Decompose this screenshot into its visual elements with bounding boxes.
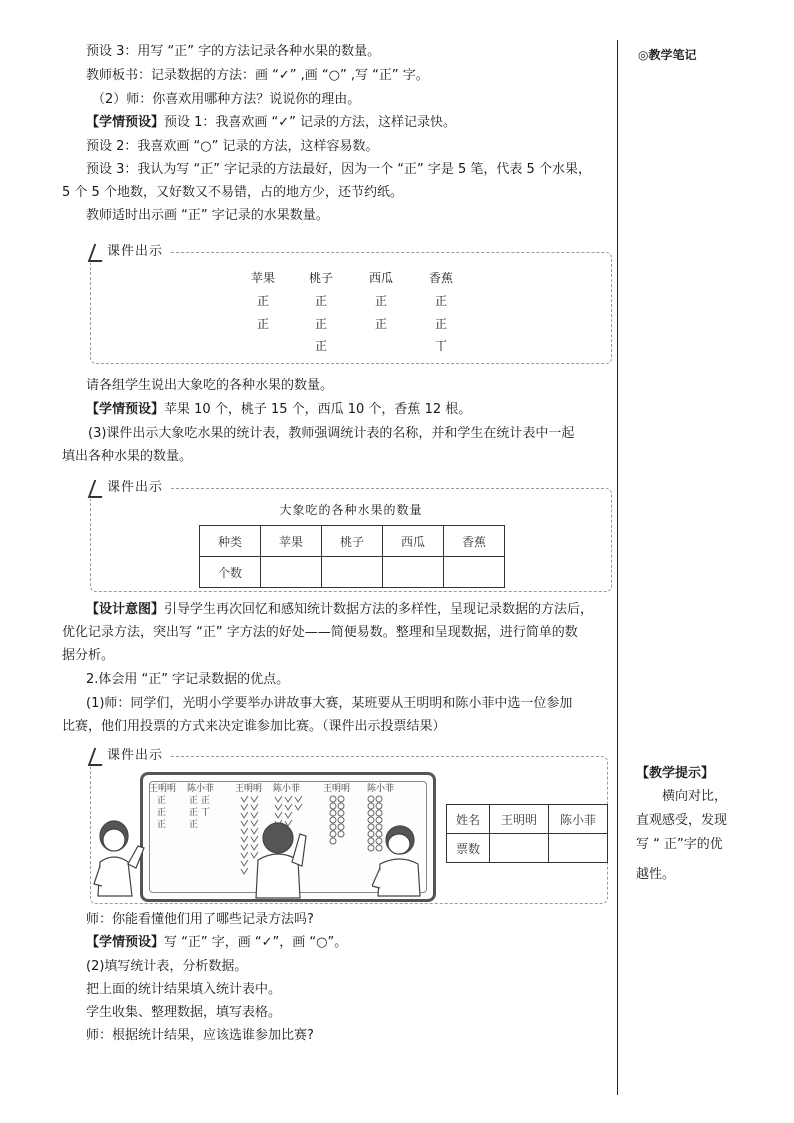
teaching-hint-line: 横向对比，	[662, 789, 728, 804]
board-name: 王明明	[235, 784, 263, 794]
learning-preset	[86, 113, 456, 133]
fruit-count-table	[199, 525, 505, 588]
child-left-illustration	[92, 818, 152, 898]
vote-count-table	[446, 804, 608, 863]
board-name: 王明明	[149, 784, 177, 794]
paragraph-line: 师：你能看懂他们用了哪些记录方法吗?	[86, 912, 314, 927]
board-tally: 正 正	[189, 796, 210, 806]
tally-mark: 正	[374, 294, 387, 308]
paragraph-line: （2）师：你喜欢用哪种方法？说说你的理由。	[92, 92, 361, 107]
paragraph-line: 优化记录方法，突出写 “正” 字方法的好处——简便易数。整理和呈现数据，进行简单的数	[62, 625, 578, 640]
tally-mark: 正	[314, 339, 327, 353]
table-cell	[322, 557, 383, 588]
table-cell	[549, 834, 608, 863]
paragraph-line: 据分析。	[62, 648, 115, 663]
courseware-tag: 课件出示	[87, 745, 171, 767]
learning-preset-label: 【学情预设】	[86, 402, 165, 417]
fruit-name: 桃子	[308, 271, 333, 285]
fruit-name: 香蕉	[428, 271, 453, 285]
board-name: 陈小菲	[367, 784, 395, 794]
courseware-tag: 课件出示	[87, 241, 171, 263]
paragraph-line: 把上面的统计结果填入统计表中。	[86, 982, 282, 997]
tally-mark: 正	[256, 294, 269, 308]
design-intent: 【设计意图】引导学生再次回忆和感知统计数据方法的多样性，呈现记录数据的方法后，	[86, 602, 594, 617]
table-header-cell: 苹果	[261, 526, 322, 557]
table-title: 大象吃的各种水果的数量	[279, 503, 423, 517]
learning-preset	[86, 400, 471, 420]
courseware-box	[90, 480, 612, 592]
paragraph-line: (3)课件出示大象吃水果的统计表，教师强调统计表的名称，并和学生在统计表中一起	[88, 426, 575, 441]
paragraph-line: 请各组学生说出大象吃的各种水果的数量。	[86, 378, 334, 393]
learning-preset-label: 【学情预设】	[86, 935, 165, 950]
table-header-cell: 王明明	[490, 805, 549, 834]
board-tally: 正	[157, 808, 167, 818]
paragraph-line: 教师板书：记录数据的方法：画 “✓” ,画 “○” ,写 “正” 字。	[86, 68, 429, 83]
tally-mark: 正	[314, 294, 327, 308]
paragraph-line: 比赛，他们用投票的方式来决定谁参加比赛。（课件出示投票结果）	[62, 719, 446, 734]
paragraph-line: (2)填写统计表，分析数据。	[86, 959, 248, 974]
teaching-notes-title: ◎教学笔记	[638, 48, 697, 62]
table-header-cell: 西瓜	[383, 526, 444, 557]
tally-mark: 正	[434, 294, 447, 308]
learning-preset-text: 预设 1：我喜欢画 “✓” 记录的方法，这样记录快。	[164, 115, 457, 130]
margin-divider	[617, 40, 618, 1095]
learning-preset-label: 【学情预设】	[86, 115, 165, 130]
design-intent-label: 【设计意图】	[86, 602, 165, 617]
learning-preset-text: 苹果 10 个，桃子 15 个，西瓜 10 个，香蕉 12 根。	[164, 402, 472, 417]
tally-mark: 丅	[434, 339, 447, 353]
teaching-hint-title: 【教学提示】	[636, 766, 715, 781]
learning-preset	[86, 933, 347, 953]
tally-mark: 正	[374, 317, 387, 331]
board-tally: 正	[157, 820, 167, 830]
table-cell	[444, 557, 505, 588]
table-row-label: 个数	[200, 557, 261, 588]
table-header-cell: 姓名	[447, 805, 490, 834]
teaching-hint-line: 写 “ 正”字的优	[636, 837, 723, 852]
board-tally: 正	[157, 796, 167, 806]
tally-mark: 正	[434, 317, 447, 331]
section-heading: 2.体会用 “正” 字记录数据的优点。	[86, 672, 290, 687]
board-tally: 正	[189, 820, 199, 830]
board-tally: 正 丅	[189, 808, 210, 818]
table-header-cell: 桃子	[322, 526, 383, 557]
table-header-cell: 种类	[200, 526, 261, 557]
board-name: 陈小菲	[273, 784, 301, 794]
learning-preset-text: 写 “正” 字，画 “✓”，画 “○”。	[164, 935, 348, 950]
teaching-hint-line: 直观感受，发现	[636, 813, 728, 828]
paragraph-line: 5 个 5 个地数，又好数又不易错，占的地方少，还节约纸。	[62, 185, 403, 200]
fruit-name: 西瓜	[368, 271, 393, 285]
tally-mark: 正	[256, 317, 269, 331]
courseware-box	[90, 244, 612, 364]
fruit-name: 苹果	[250, 271, 275, 285]
courseware-tag: 课件出示	[87, 477, 171, 499]
board-name: 王明明	[323, 784, 351, 794]
tally-mark: 正	[314, 317, 327, 331]
child-right-illustration	[372, 824, 424, 898]
paragraph-line: 预设 2：我喜欢画 “○” 记录的方法，这样容易数。	[86, 139, 379, 154]
paragraph-line: 预设 3：我认为写 “正” 字记录的方法最好，因为一个 “正” 字是 5 笔，代表 5 个水果，	[86, 162, 591, 177]
table-header-cell: 陈小菲	[549, 805, 608, 834]
paragraph-line: 填出各种水果的数量。	[62, 449, 193, 464]
paragraph-line: (1)师：同学们，光明小学要举办讲故事大赛，某班要从王明明和陈小菲中选一位参加	[86, 696, 573, 711]
table-cell	[490, 834, 549, 863]
table-cell	[383, 557, 444, 588]
paragraph-line: 学生收集、整理数据，填写表格。	[86, 1005, 282, 1020]
paragraph-line: 预设 3：用写 “正” 字的方法记录各种水果的数量。	[86, 44, 381, 59]
table-row-label: 票数	[447, 834, 490, 863]
paragraph-line: 师：根据统计结果，应该选谁参加比赛?	[86, 1028, 314, 1043]
table-header-cell: 香蕉	[444, 526, 505, 557]
paragraph-line: 教师适时出示画 “正” 字记录的水果数量。	[86, 208, 329, 223]
child-middle-illustration	[248, 820, 312, 900]
table-cell	[261, 557, 322, 588]
teaching-hint-line: 越性。	[636, 867, 676, 882]
board-name: 陈小菲	[187, 784, 215, 794]
